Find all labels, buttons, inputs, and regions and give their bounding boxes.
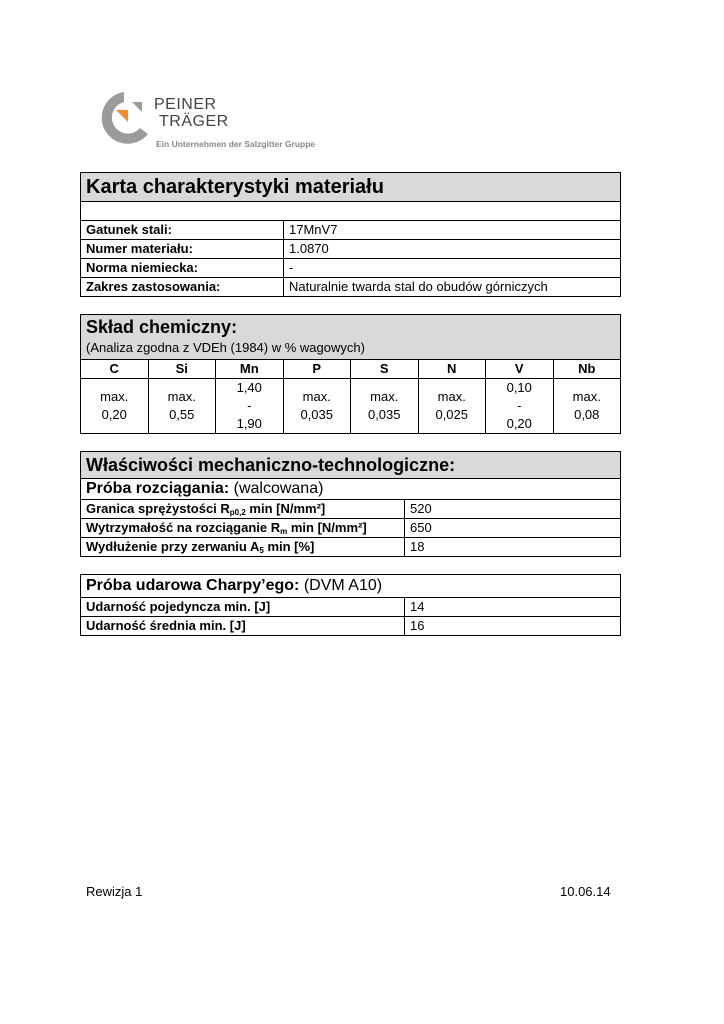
info-value: 1.0870 — [284, 240, 621, 259]
footer-date: 10.06.14 — [560, 884, 611, 899]
info-row — [81, 240, 621, 259]
property-value: 650 — [405, 519, 621, 538]
element-value-row — [81, 379, 621, 434]
element-symbol: V — [486, 360, 554, 379]
property-label: Udarność średnia min. [J] — [81, 617, 405, 636]
property-row — [81, 519, 621, 538]
element-symbol: Si — [148, 360, 216, 379]
property-label: Wydłużenie przy zerwaniu $A_5$ min [%] — [81, 538, 405, 557]
element-value: 0,10 - 0,20 — [486, 379, 554, 434]
element-value: max. 0,55 — [148, 379, 216, 434]
property-label: Udarność pojedyncza min. [J] — [81, 598, 405, 617]
impact-test-note: (DVM A10) — [303, 577, 383, 594]
element-value: max. 0,08 — [553, 379, 621, 434]
info-label: Zakres zastosowania: — [81, 278, 284, 297]
impact-test-table — [80, 574, 621, 636]
tensile-test-label: Próba rozciągania: — [86, 480, 230, 497]
element-symbol: P — [283, 360, 351, 379]
property-value: 18 — [405, 538, 621, 557]
property-value: 14 — [405, 598, 621, 617]
info-row — [81, 221, 621, 240]
logo-line-2: TRÄGER — [159, 113, 229, 130]
info-row — [81, 278, 621, 297]
element-header-row — [81, 360, 621, 379]
property-row — [81, 617, 621, 636]
mechanical-title: Właściwości mechaniczno-technologiczne: — [81, 452, 621, 479]
mechanical-properties-table — [80, 451, 621, 557]
info-label: Gatunek stali: — [81, 221, 284, 240]
company-logo — [94, 88, 324, 158]
logo-tagline: Ein Unternehmen der Salzgitter Gruppe — [156, 139, 316, 149]
property-value: 16 — [405, 617, 621, 636]
element-symbol: S — [351, 360, 419, 379]
chemical-title: Skład chemiczny: — [86, 317, 238, 337]
element-value: max. 0,035 — [283, 379, 351, 434]
info-label: Norma niemiecka: — [81, 259, 284, 278]
property-label: Wytrzymałość na rozciąganie $R_m$ min [N/mm²] — [81, 519, 405, 538]
property-label: Granica sprężystości $R_{p0,2}$ min [N/mm²] — [81, 500, 405, 519]
property-row — [81, 598, 621, 617]
element-value: max. 0,035 — [351, 379, 419, 434]
material-info-table — [80, 172, 621, 297]
property-row — [81, 500, 621, 519]
impact-test-heading — [81, 575, 621, 598]
chemical-composition-table — [80, 314, 621, 434]
logo-mark-icon — [94, 88, 150, 148]
tensile-test-heading — [81, 479, 621, 500]
logo-line-1: PEINER — [154, 96, 217, 113]
property-row — [81, 538, 621, 557]
logo-wordmark — [154, 96, 229, 130]
element-value: max. 0,025 — [418, 379, 486, 434]
info-row — [81, 259, 621, 278]
chemical-header — [81, 315, 621, 360]
info-value: 17MnV7 — [284, 221, 621, 240]
element-symbol: N — [418, 360, 486, 379]
element-symbol: C — [81, 360, 149, 379]
blank-row — [81, 202, 621, 221]
tensile-test-note: (walcowana) — [233, 480, 324, 497]
info-label: Numer materiału: — [81, 240, 284, 259]
element-symbol: Mn — [216, 360, 284, 379]
element-symbol: Nb — [553, 360, 621, 379]
element-value: 1,40 - 1,90 — [216, 379, 284, 434]
page-title: Karta charakterystyki materiału — [81, 173, 621, 202]
info-value: - — [284, 259, 621, 278]
revision-label: Rewizja 1 — [86, 884, 143, 899]
chemical-subtitle: (Analiza zgodna z VDEh (1984) w % wagowych) — [86, 340, 365, 355]
impact-test-label: Próba udarowa Charpy’ego: — [86, 577, 300, 594]
element-value: max. 0,20 — [81, 379, 149, 434]
property-value: 520 — [405, 500, 621, 519]
info-value: Naturalnie twarda stal do obudów górniczych — [284, 278, 621, 297]
